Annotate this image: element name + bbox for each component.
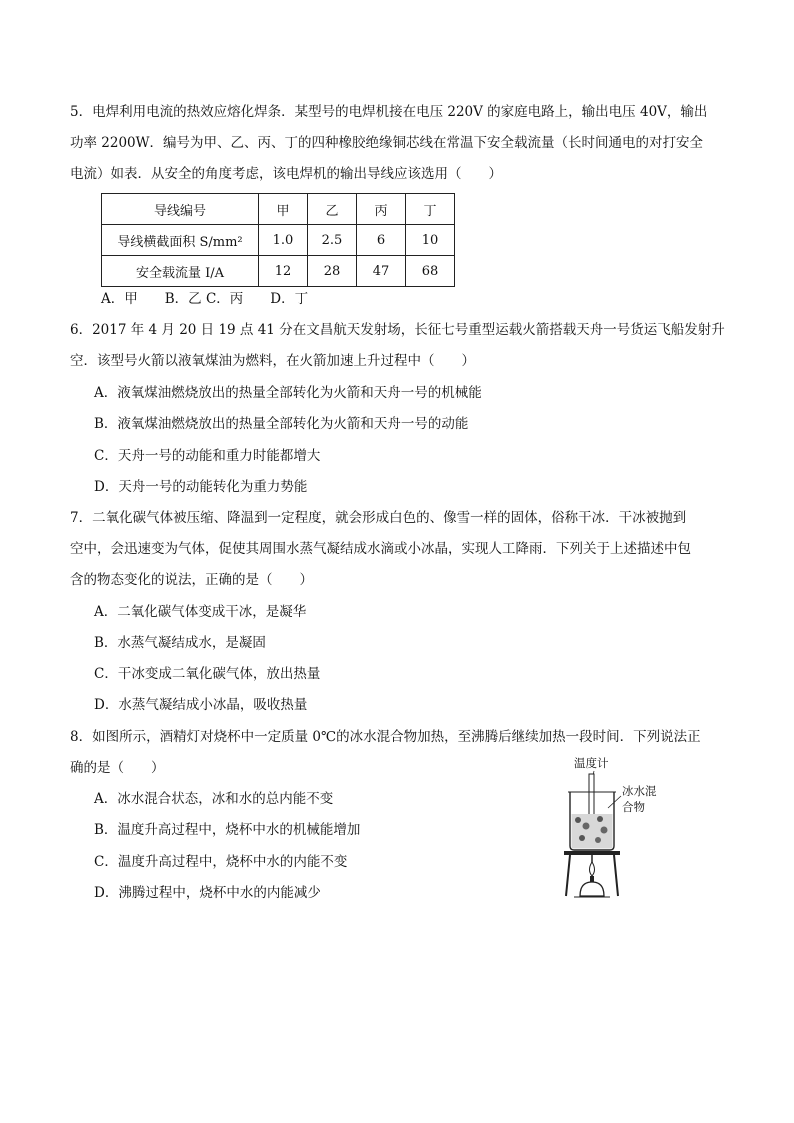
table-cell: 安全载流量 I/A <box>102 256 259 287</box>
q6-line-1: 6．2017 年 4 月 20 日 19 点 41 分在文昌航天发射场，长征七号重型运载火箭搭载天舟一号货运飞船发射升 <box>70 322 725 338</box>
q8-option-b: B．温度升高过程中，烧杯中水的机械能增加 <box>94 822 361 838</box>
ice-cube-icon <box>597 816 603 822</box>
mixture-label-1: 冰水混 <box>622 784 657 798</box>
ice-cube-icon <box>583 823 590 830</box>
table-cell: 2.5 <box>308 225 357 256</box>
table-cell: 10 <box>406 225 455 256</box>
q6-line-2: 空．该型号火箭以液氧煤油为燃料，在火箭加速上升过程中（ ） <box>70 353 475 369</box>
table-cell: 导线横截面积 S/mm² <box>102 225 259 256</box>
q5-line-2: 功率 2200W．编号为甲、乙、丙、丁的四种橡胶绝缘铜芯线在常温下安全载流量（长时间通电的对打安全 <box>70 135 704 151</box>
table-cell: 47 <box>357 256 406 287</box>
q7-option-c: C．干冰变成二氧化碳气体，放出热量 <box>94 666 321 682</box>
table-cell: 1.0 <box>259 225 308 256</box>
q7-line-3: 含的物态变化的说法，正确的是（ ） <box>70 572 313 588</box>
ice-cube-icon <box>595 837 601 843</box>
ice-cube-icon <box>575 817 581 823</box>
q6-option-b: B．液氧煤油燃烧放出的热量全部转化为火箭和天舟一号的动能 <box>94 416 469 432</box>
q5-options: A．甲 B．乙 C．丙 D．丁 <box>101 291 309 307</box>
table-row <box>102 256 455 287</box>
q7-option-a: A．二氧化碳气体变成干冰，是凝华 <box>94 604 307 620</box>
q8-option-a: A．冰水混合状态，冰和水的总内能不变 <box>94 791 334 807</box>
tripod-leg <box>566 855 570 896</box>
ice-cube-icon <box>579 835 585 841</box>
table-cell: 12 <box>259 256 308 287</box>
table-cell: 6 <box>357 225 406 256</box>
wire-spec-table <box>101 193 455 287</box>
alcohol-lamp-icon <box>580 882 604 896</box>
q8-line-1: 8．如图所示，酒精灯对烧杯中一定质量 0℃的冰水混合物加热，至沸腾后继续加热一段时间．下列说法正 <box>70 729 701 745</box>
q6-option-c: C．天舟一号的动能和重力时能都增大 <box>94 448 321 464</box>
table-cell: 28 <box>308 256 357 287</box>
q8-line-2: 确的是（ ） <box>70 760 165 776</box>
q7-line-2: 空中，会迅速变为气体，促使其周围水蒸气凝结成水滴或小冰晶，实现人工降雨．下列关于上述描述中包 <box>70 541 691 557</box>
q7-option-b: B．水蒸气凝结成水，是凝固 <box>94 635 266 651</box>
q8-option-d: D．沸腾过程中，烧杯中水的内能减少 <box>94 885 321 901</box>
table-cell: 甲 <box>259 194 308 225</box>
flame-icon <box>590 862 595 876</box>
table-cell: 68 <box>406 256 455 287</box>
heating-apparatus-figure <box>556 756 666 904</box>
q8-option-c: C．温度升高过程中，烧杯中水的内能不变 <box>94 854 348 870</box>
table-cell: 丙 <box>357 194 406 225</box>
table-cell: 丁 <box>406 194 455 225</box>
table-cell: 乙 <box>308 194 357 225</box>
wire-gauze-icon <box>564 851 620 855</box>
q7-line-1: 7．二氧化碳气体被压缩、降温到一定程度，就会形成白色的、像雪一样的固体，俗称干冰．干冰被抛到 <box>70 510 687 526</box>
q5-line-1: 5．电焊利用电流的热效应熔化焊条．某型号的电焊机接在电压 220V 的家庭电路上，输出电压 40V，输出 <box>70 104 708 120</box>
thermometer-label: 温度计 <box>574 756 609 770</box>
ice-cube-icon <box>601 827 608 834</box>
q6-option-d: D．天舟一号的动能转化为重力势能 <box>94 479 308 495</box>
table-row <box>102 225 455 256</box>
apparatus-drawing <box>556 756 666 904</box>
tripod-leg <box>614 855 618 896</box>
lamp-wick-icon <box>590 876 594 882</box>
table-cell: 导线编号 <box>102 194 259 225</box>
table-row <box>102 194 455 225</box>
mixture-label-2: 合物 <box>622 800 645 814</box>
q6-option-a: A．液氧煤油燃烧放出的热量全部转化为火箭和天舟一号的机械能 <box>94 385 482 401</box>
q7-option-d: D．水蒸气凝结成小冰晶，吸收热量 <box>94 697 308 713</box>
q5-line-3: 电流）如表．从安全的角度考虑，该电焊机的输出导线应该选用（ ） <box>70 166 502 182</box>
